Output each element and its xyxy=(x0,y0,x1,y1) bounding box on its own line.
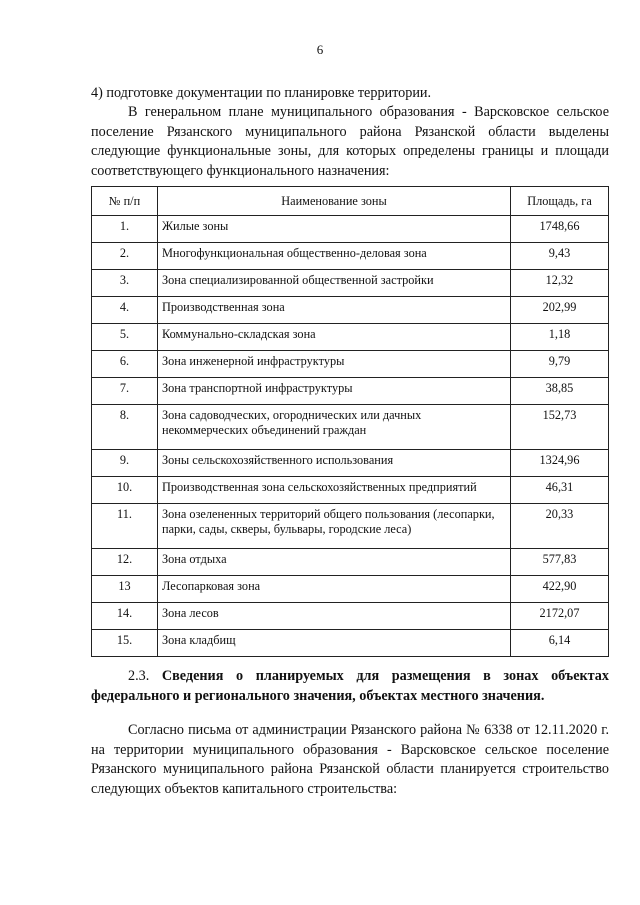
row-area: 20,33 xyxy=(511,504,609,549)
row-area: 1748,66 xyxy=(511,216,609,243)
row-zone-name: Зона лесов xyxy=(158,603,511,630)
row-zone-name: Зона инженерной инфраструктуры xyxy=(158,351,511,378)
row-area: 422,90 xyxy=(511,576,609,603)
row-num: 7. xyxy=(92,378,158,405)
row-zone-name: Зоны сельскохозяйственного использования xyxy=(158,450,511,477)
row-num: 6. xyxy=(92,351,158,378)
row-zone-name: Лесопарковая зона xyxy=(158,576,511,603)
row-num: 11. xyxy=(92,504,158,549)
section-number: 2.3. xyxy=(128,668,150,684)
row-area: 9,79 xyxy=(511,351,609,378)
row-area: 6,14 xyxy=(511,630,609,657)
row-num: 1. xyxy=(92,216,158,243)
row-zone-name: Производственная зона сельскохозяйственных предприятий xyxy=(158,477,511,504)
row-zone-name: Зона транспортной инфраструктуры xyxy=(158,378,511,405)
row-zone-name: Зона кладбищ xyxy=(158,630,511,657)
row-num: 12. xyxy=(92,549,158,576)
row-area: 1324,96 xyxy=(511,450,609,477)
row-num: 14. xyxy=(92,603,158,630)
page-number: 6 xyxy=(316,42,324,57)
closing-paragraph: Согласно письма от администрации Рязанского района № 6338 от 12.11.2020 г. на территории муниципального образования - Варсковское сельское поселение Рязанского муниципального района Рязанской области планируется строительство следующих объектов капитального строительства: xyxy=(91,722,609,797)
row-num: 5. xyxy=(92,324,158,351)
row-num: 10. xyxy=(92,477,158,504)
row-area: 2172,07 xyxy=(511,603,609,630)
section-heading xyxy=(91,667,609,706)
table-row xyxy=(92,324,609,351)
table-row xyxy=(92,405,609,450)
row-zone-name: Коммунально-складская зона xyxy=(158,324,511,351)
row-num: 4. xyxy=(92,297,158,324)
row-area: 12,32 xyxy=(511,270,609,297)
table-row xyxy=(92,630,609,657)
row-num: 2. xyxy=(92,243,158,270)
row-area: 38,85 xyxy=(511,378,609,405)
row-zone-name: Зона отдыха xyxy=(158,549,511,576)
row-num: 3. xyxy=(92,270,158,297)
table-row xyxy=(92,378,609,405)
intro-paragraph: В генеральном плане муниципального образования - Варсковское сельское поселение Рязанского муниципального района Рязанской области выделены следующие функциональные зоны, для которых определены границы и площади соответствующего функционального назначения: xyxy=(91,104,609,179)
zones-table xyxy=(91,186,609,657)
header-num: № п/п xyxy=(92,187,158,216)
table-row xyxy=(92,576,609,603)
table-row xyxy=(92,549,609,576)
row-zone-name: Многофункциональная общественно-деловая зона xyxy=(158,243,511,270)
row-zone-name: Жилые зоны xyxy=(158,216,511,243)
row-num: 13 xyxy=(92,576,158,603)
row-area: 1,18 xyxy=(511,324,609,351)
header-area: Площадь, га xyxy=(511,187,609,216)
row-zone-name: Зона садоводческих, огороднических или дачных некоммерческих объединений граждан xyxy=(158,405,511,450)
row-zone-name: Производственная зона xyxy=(158,297,511,324)
row-num: 8. xyxy=(92,405,158,450)
header-zone-name: Наименование зоны xyxy=(158,187,511,216)
table-header-row xyxy=(92,187,609,216)
row-area: 46,31 xyxy=(511,477,609,504)
row-num: 9. xyxy=(92,450,158,477)
table-row xyxy=(92,351,609,378)
table-row xyxy=(92,477,609,504)
row-zone-name: Зона специализированной общественной застройки xyxy=(158,270,511,297)
section-title: Сведения о планируемых для размещения в зонах объектах федерального и регионального значения, объектах местного значения. xyxy=(91,668,609,704)
table-row xyxy=(92,243,609,270)
row-area: 577,83 xyxy=(511,549,609,576)
table-row xyxy=(92,603,609,630)
row-num: 15. xyxy=(92,630,158,657)
table-row xyxy=(92,504,609,549)
intro-item: 4) подготовке документации по планировке территории. xyxy=(91,85,432,101)
table-row xyxy=(92,450,609,477)
table-row xyxy=(92,297,609,324)
table-row xyxy=(92,216,609,243)
row-area: 202,99 xyxy=(511,297,609,324)
row-zone-name: Зона озелененных территорий общего пользования (лесопарки, парки, сады, скверы, бульвары, городские леса) xyxy=(158,504,511,549)
row-area: 9,43 xyxy=(511,243,609,270)
row-area: 152,73 xyxy=(511,405,609,450)
table-row xyxy=(92,270,609,297)
